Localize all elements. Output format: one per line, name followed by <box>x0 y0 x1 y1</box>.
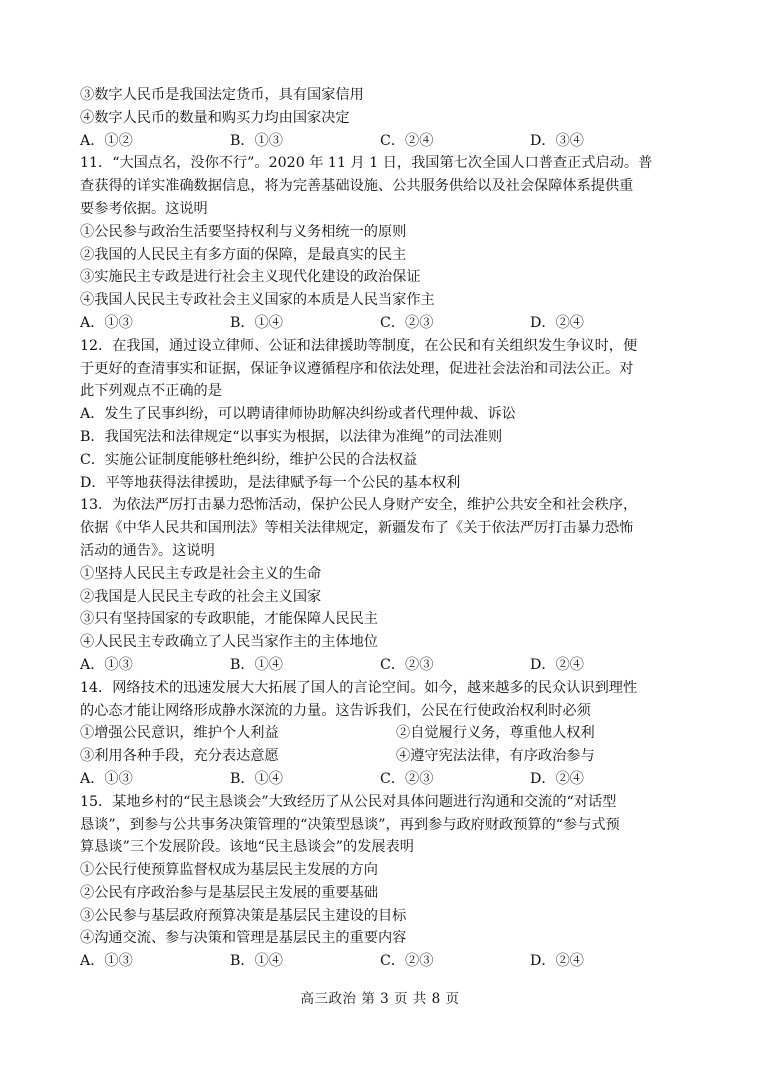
q15-stem: 算恳谈”三个发展阶段。该地“民主恳谈会”的发展表明 <box>80 839 414 856</box>
q11-statement: ②我国的人民民主有多方面的保障，是最真实的民主 <box>80 246 407 263</box>
q11-stem: 查获得的详实准确数据信息，将为完善基础设施、公共服务供给以及社会保障体系提供重 <box>80 178 634 195</box>
answer-choice-a: A．①③ <box>80 656 133 673</box>
q11-statement: ①公民参与政治生活要坚持权利与义务相统一的原则 <box>80 223 407 240</box>
q12-stem: 于更好的查清事实和证据，保证争议遵循程序和依法处理，促进社会法治和司法公正。对 <box>80 360 634 377</box>
q13-stem: 依据《中华人民共和国刑法》等相关法律规定，新疆发布了《关于依法严厉打击暴力恐怖 <box>80 520 634 537</box>
q13-statement: ①坚持人民民主专政是社会主义的生命 <box>80 565 322 582</box>
answer-choice-d: D．②④ <box>530 770 584 787</box>
q10-statement: ④数字人民币的数量和购买力均由国家决定 <box>80 109 350 126</box>
answer-choice-d: D．②④ <box>530 953 584 970</box>
q10-answers <box>80 130 680 153</box>
q11-answers <box>80 312 680 335</box>
q14-statement: ③利用各种手段，充分表达意愿 <box>80 748 279 765</box>
answer-choice-b: B．①④ <box>230 314 283 331</box>
q14-statements-row <box>80 745 680 768</box>
q15-statement: ③公民参与基层政府预算决策是基层民主建设的目标 <box>80 907 407 924</box>
q14-statement: ②自觉履行义务，尊重他人权利 <box>396 725 595 742</box>
answer-choice-b: B．①④ <box>230 953 283 970</box>
q11-stem: 要参考依据。这说明 <box>80 200 208 217</box>
answer-choice-d: D．③④ <box>530 132 584 149</box>
q14-stem: 的心态才能让网络形成静水深流的力量。这告诉我们，公民在行使政治权利时必须 <box>80 702 591 719</box>
q13-statement: ②我国是人民民主专政的社会主义国家 <box>80 588 322 605</box>
q15-stem: 15．某地乡村的“民主恳谈会”大致经历了从公民对具体问题进行沟通和交流的“对话型 <box>80 793 617 810</box>
q12-option-d: D．平等地获得法律援助，是法律赋予每一个公民的基本权利 <box>80 474 461 491</box>
answer-choice-a: A．①③ <box>80 953 133 970</box>
q13-stem: 13．为依法严厉打击暴力恐怖活动，保护公民人身财产安全，维护公共安全和社会秩序， <box>80 497 638 514</box>
answer-choice-c: C．②③ <box>380 314 434 331</box>
page-content <box>80 84 680 973</box>
q15-statement: ④沟通交流、参与决策和管理是基层民主的重要内容 <box>80 930 407 947</box>
answer-choice-d: D．②④ <box>530 314 584 331</box>
q15-statement: ①公民行使预算监督权成为基层民主发展的方向 <box>80 862 378 879</box>
q15-answers <box>80 950 680 973</box>
answer-choice-b: B．①④ <box>230 656 283 673</box>
q13-stem: 活动的通告》。这说明 <box>80 542 215 559</box>
answer-choice-a: A．①③ <box>80 770 133 787</box>
q14-statements-row <box>80 722 680 745</box>
answer-choice-c: C．②④ <box>380 132 434 149</box>
q15-stem: 恳谈”，到参与公共事务决策管理的“决策型恳谈”，再到参与政府财政预算的“参与式预 <box>80 816 620 833</box>
answer-choice-a: A．①③ <box>80 314 133 331</box>
answer-choice-c: C．②③ <box>380 770 434 787</box>
answer-choice-c: C．②③ <box>380 953 434 970</box>
q12-stem: 此下列观点不正确的是 <box>80 383 222 400</box>
page-footer: 高三政治 第 3 页 共 8 页 <box>300 991 460 1007</box>
q13-answers <box>80 654 680 677</box>
answer-choice-d: D．②④ <box>530 656 584 673</box>
q15-statement: ②公民有序政治参与是基层民主发展的重要基础 <box>80 884 378 901</box>
q14-stem: 14．网络技术的迅速发展大大拓展了国人的言论空间。如今，越来越多的民众认识到理性 <box>80 679 638 696</box>
q12-option-a: A．发生了民事纠纷，可以聘请律师协助解决纠纷或者代理仲裁、诉讼 <box>80 406 516 423</box>
q12-option-b: B．我国宪法和法律规定“以事实为根据，以法律为准绳”的司法准则 <box>80 428 503 445</box>
q11-statement: ④我国人民民主专政社会主义国家的本质是人民当家作主 <box>80 292 435 309</box>
answer-choice-a: A．①② <box>80 132 133 149</box>
q11-statement: ③实施民主专政是进行社会主义现代化建设的政治保证 <box>80 269 421 286</box>
answer-choice-c: C．②③ <box>380 656 434 673</box>
q14-answers <box>80 768 680 791</box>
q11-stem: 11．“大国点名，没你不行”。2020 年 11 月 1 日，我国第七次全国人口普查正式启动。普 <box>80 155 653 172</box>
q14-statement: ④遵守宪法法律，有序政治参与 <box>396 748 595 765</box>
q10-statement: ③数字人民币是我国法定货币，具有国家信用 <box>80 87 364 103</box>
q12-option-c: C．实施公证制度能够杜绝纠纷，维护公民的合法权益 <box>80 451 418 468</box>
q13-statement: ④人民民主专政确立了人民当家作主的主体地位 <box>80 634 378 651</box>
q14-statement: ①增强公民意识，维护个人利益 <box>80 725 279 742</box>
q12-stem: 12．在我国，通过设立律师、公证和法律援助等制度，在公民和有关组织发生争议时，便 <box>80 337 638 354</box>
answer-choice-b: B．①④ <box>230 770 283 787</box>
answer-choice-b: B．①③ <box>230 132 283 149</box>
q13-statement: ③只有坚持国家的专政职能，才能保障人民民主 <box>80 611 378 628</box>
